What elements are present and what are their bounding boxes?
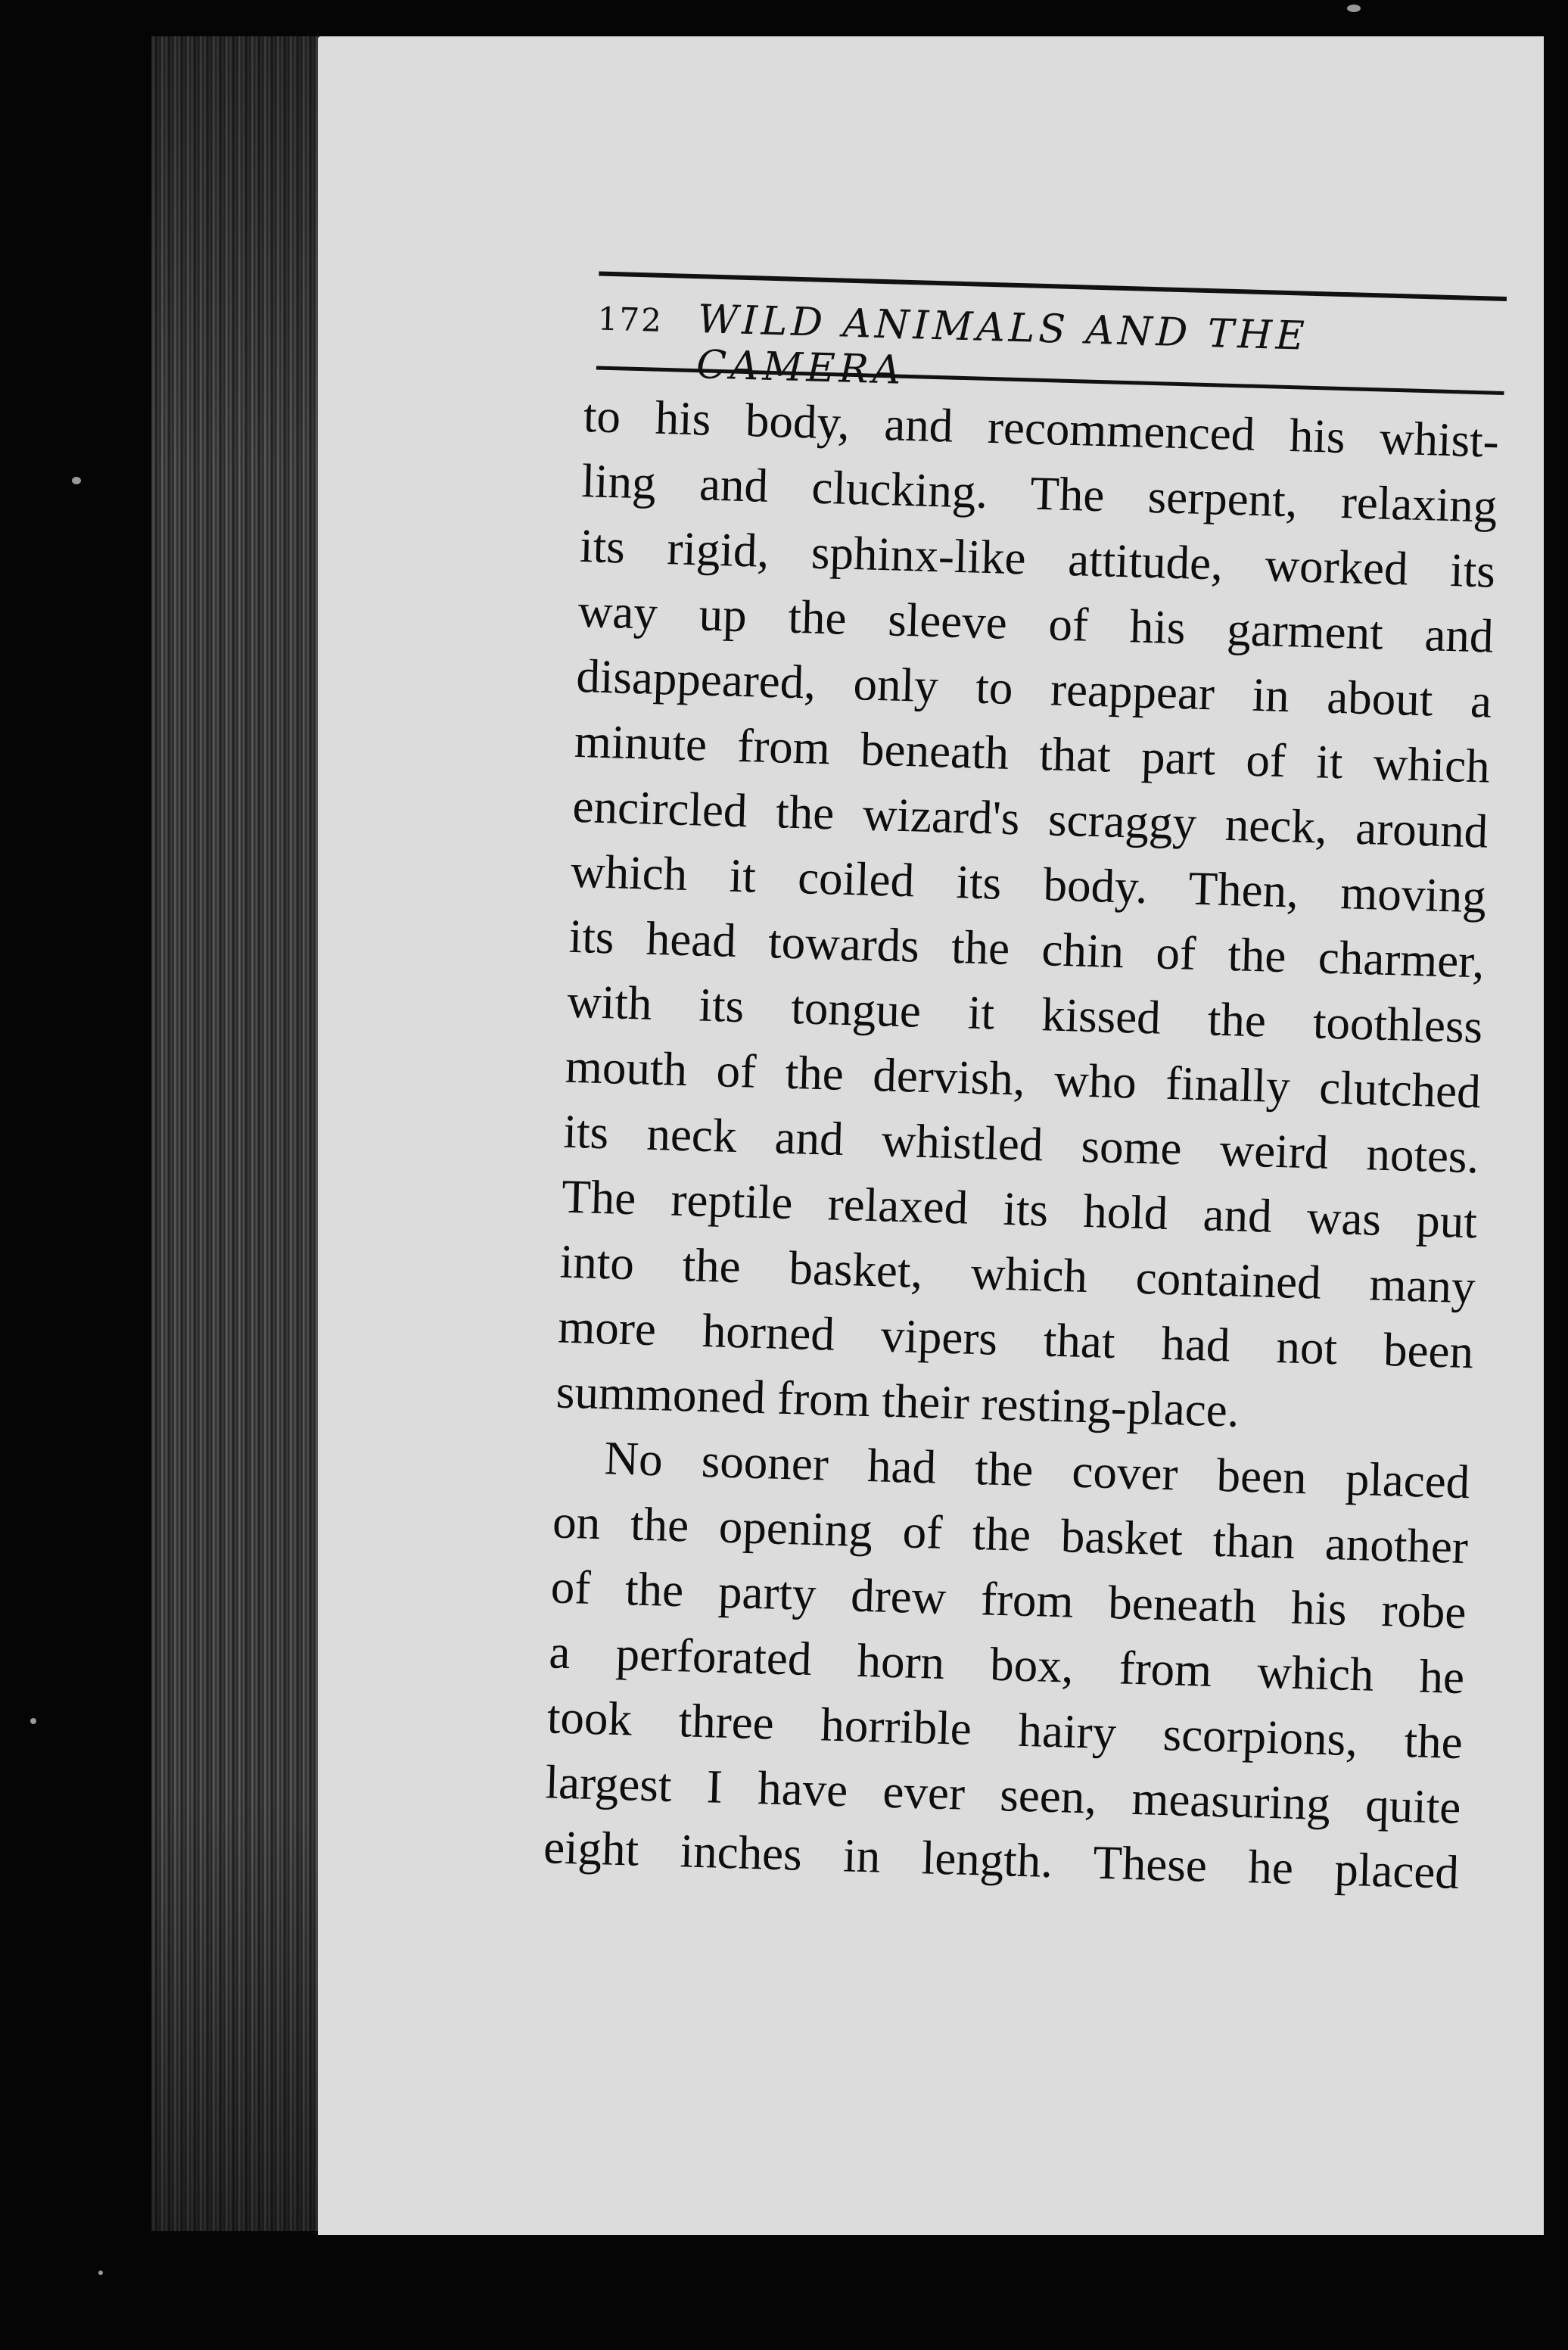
text-line: to his body, and recommenced his whist- <box>583 389 1500 468</box>
text-line: summoned from their resting-place. <box>555 1365 1240 1437</box>
scan-speck <box>98 2271 103 2275</box>
text-line: disappeared, only to reappear in about a <box>575 649 1493 728</box>
scan-speck <box>30 1718 36 1724</box>
text-line: on the opening of the basket than another <box>552 1495 1469 1574</box>
page-content <box>257 36 1543 2268</box>
scan-speck <box>1347 5 1361 12</box>
text-line: No sooner had the cover been placed <box>603 1431 1471 1509</box>
text-line: took three horrible hairy scorpions, the <box>546 1690 1464 1770</box>
running-title: WILD ANIMALS AND THE CAMERA <box>695 297 1309 394</box>
text-line: of the party drew from beneath his robe <box>549 1560 1467 1639</box>
text-line: its head towards the chin of the charmer, <box>568 909 1486 988</box>
text-line: which it coiled its body. Then, moving <box>570 844 1487 923</box>
text-line: more horned vipers that had not been <box>557 1300 1475 1379</box>
text-line: with its tongue it kissed the toothless <box>566 974 1484 1054</box>
text-line: into the basket, which contained many <box>558 1234 1476 1314</box>
text-line: a perforated horn box, from which he <box>548 1625 1466 1704</box>
book-page <box>318 36 1544 2235</box>
text-line: way up the sleeve of his garment and <box>577 584 1495 663</box>
text-line: The reptile relaxed its hold and was put <box>561 1169 1478 1249</box>
text-line: encircled the wizard's scraggy neck, around <box>571 779 1489 858</box>
scan-speck <box>72 477 81 484</box>
text-line: mouth of the dervish, who finally clutched <box>565 1039 1482 1119</box>
text-line: its neck and whistled some weird notes. <box>562 1104 1480 1184</box>
body-text <box>543 383 1500 1905</box>
header-rule-top <box>599 271 1507 301</box>
text-line: ling and clucking. The serpent, relaxing <box>580 453 1498 533</box>
text-line: minute from beneath that part of it which <box>574 714 1491 793</box>
text-line: its rigid, sphinx-like attitude, worked its <box>579 518 1496 598</box>
page-number: 172 <box>597 300 664 339</box>
text-line: largest I have ever seen, measuring quite <box>544 1755 1462 1835</box>
text-line: eight inches in length. These he placed <box>543 1820 1460 1900</box>
